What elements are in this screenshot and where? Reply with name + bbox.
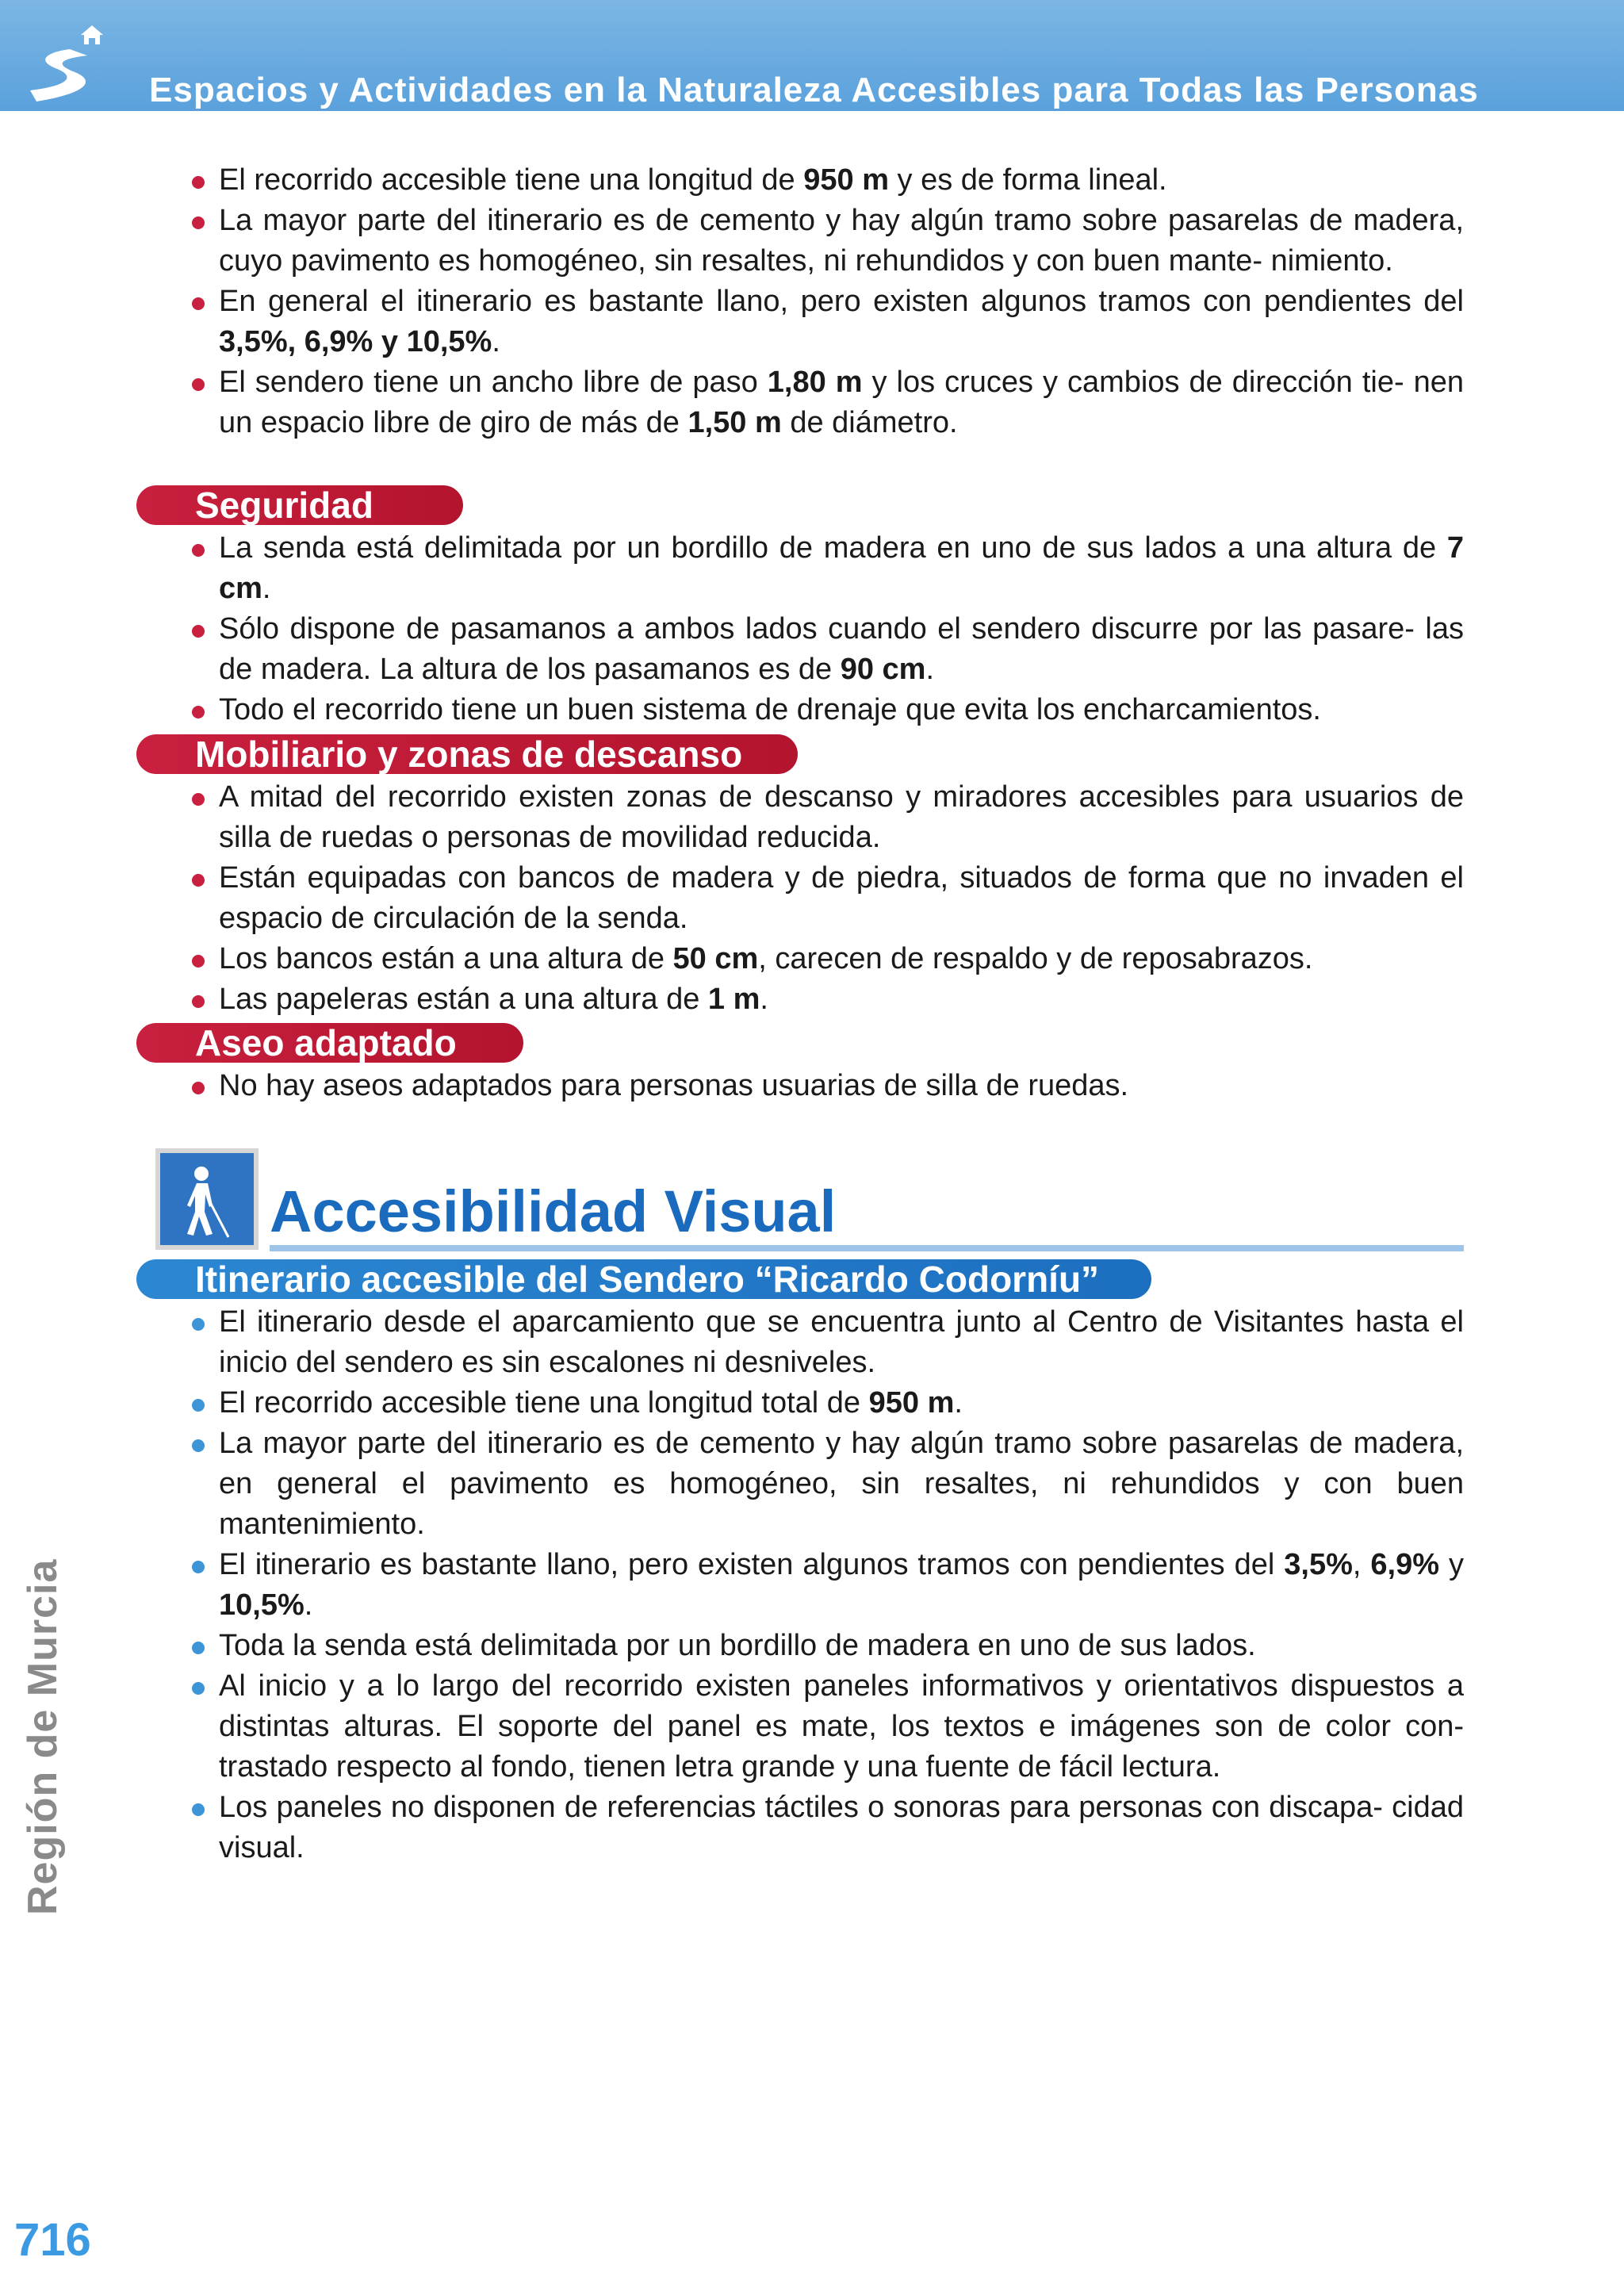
- list-item: A mitad del recorrido existen zonas de descanso y miradores accesibles para usuarios de silla de ruedas o personas de movilidad reducida.: [219, 777, 1464, 858]
- bullet-icon: [192, 1803, 205, 1816]
- list-item: Los paneles no disponen de referencias táctiles o sonoras para personas con discapa- cidad visual.: [219, 1787, 1464, 1868]
- bullet-icon: [192, 995, 205, 1008]
- bold-value: 50 cm: [672, 942, 759, 975]
- list-item: Los bancos están a una altura de 50 cm, carecen de respaldo y de reposabrazos.: [219, 939, 1464, 979]
- list-item: Están equipadas con bancos de madera y de piedra, situados de forma que no invaden el espacio de circulación de la senda.: [219, 858, 1464, 939]
- list-item: El sendero tiene un ancho libre de paso 1,80 m y los cruces y cambios de dirección tie- nen un espacio libre de giro de más de 1,50 m de diámetro.: [219, 362, 1464, 443]
- region-side-label: Región de Murcia: [20, 1558, 66, 1915]
- list-item: Toda la senda está delimitada por un bordillo de madera en uno de sus lados.: [219, 1626, 1464, 1666]
- bullet-icon: [192, 1082, 205, 1094]
- bold-value: 950 m: [803, 163, 889, 197]
- blind-person-cane-icon: [155, 1148, 259, 1250]
- bullet-icon: [192, 176, 205, 189]
- mobiliario-list: [0, 777, 1624, 1020]
- bold-value: 10,5%: [219, 1588, 304, 1622]
- bullet-icon: [192, 1399, 205, 1412]
- section-header-mobiliario: Mobiliario y zonas de descanso: [136, 734, 798, 774]
- aseo-list: [0, 1066, 1624, 1106]
- list-item: El recorrido accesible tiene una longitud de 950 m y es de forma lineal.: [219, 160, 1464, 201]
- visual-list: [0, 1302, 1624, 1868]
- intro-list: [0, 160, 1624, 443]
- bullet-icon: [192, 874, 205, 887]
- list-item: No hay aseos adaptados para personas usuarias de silla de ruedas.: [219, 1066, 1464, 1106]
- list-item: Las papeleras están a una altura de 1 m.: [219, 979, 1464, 1020]
- bullet-icon: [192, 216, 205, 229]
- bold-value: 90 cm: [840, 653, 926, 686]
- section-header-itinerario-visual: Itinerario accesible del Sendero “Ricardo Codorníu”: [136, 1259, 1151, 1299]
- bullet-icon: [192, 625, 205, 638]
- bold-value: 7 cm: [219, 531, 1464, 605]
- page-number: 716: [14, 2214, 91, 2266]
- list-item: Todo el recorrido tiene un buen sistema de drenaje que evita los encharcamientos.: [219, 690, 1464, 730]
- bullet-icon: [192, 1561, 205, 1573]
- bullet-icon: [192, 1318, 205, 1331]
- bold-value: 1,80 m: [767, 366, 863, 399]
- list-item: La mayor parte del itinerario es de cemento y hay algún tramo sobre pasarelas de madera, en general el pavimento es homogéneo, sin resaltes, ni rehundidos y con buen mantenimiento.: [219, 1423, 1464, 1545]
- bold-value: 950 m: [868, 1386, 955, 1420]
- list-item: La senda está delimitada por un bordillo de madera en uno de sus lados a una altura de 7 cm.: [219, 528, 1464, 609]
- bullet-icon: [192, 378, 205, 391]
- bold-value: 1 m: [707, 983, 760, 1016]
- bullet-icon: [192, 706, 205, 718]
- list-item: Sólo dispone de pasamanos a ambos lados cuando el sendero discurre por las pasare- las de madera. La altura de los pasamanos es de 90 cm.: [219, 609, 1464, 690]
- bullet-icon: [192, 955, 205, 967]
- bullet-icon: [192, 297, 205, 310]
- section-header-seguridad: Seguridad: [136, 485, 463, 525]
- visual-title-rule: [270, 1245, 1464, 1251]
- list-item: El recorrido accesible tiene una longitud total de 950 m.: [219, 1383, 1464, 1423]
- seguridad-list: [0, 528, 1624, 730]
- visual-section-title: Accesibilidad Visual: [270, 1178, 837, 1244]
- bold-value: 1,50 m: [688, 406, 782, 439]
- bold-value: 6,9%: [1370, 1548, 1440, 1581]
- bold-value: 3,5%: [1284, 1548, 1353, 1581]
- bullet-icon: [192, 793, 205, 806]
- section-header-aseo: Aseo adaptado: [136, 1023, 523, 1063]
- header-title: Espacios y Actividades en la Naturaleza Accesibles para Todas las Personas: [149, 71, 1479, 109]
- bullet-icon: [192, 1642, 205, 1654]
- bold-value: 3,5%, 6,9% y 10,5%: [219, 325, 492, 358]
- list-item: El itinerario es bastante llano, pero existen algunos tramos con pendientes del 3,5%, 6,9% y 10,5%.: [219, 1545, 1464, 1626]
- list-item: Al inicio y a lo largo del recorrido existen paneles informativos y orientativos dispuestos a distintas alturas. El soporte del panel es mate, los textos e imágenes son de color con- trastado respecto al fondo, tienen letra grande y una fuente de fácil lectura.: [219, 1666, 1464, 1787]
- bullet-icon: [192, 1439, 205, 1452]
- list-item: El itinerario desde el aparcamiento que se encuentra junto al Centro de Visitantes hasta el inicio del sendero es sin escalones ni desniveles.: [219, 1302, 1464, 1383]
- list-item: En general el itinerario es bastante llano, pero existen algunos tramos con pendientes del 3,5%, 6,9% y 10,5%.: [219, 282, 1464, 362]
- bullet-icon: [192, 544, 205, 557]
- bullet-icon: [192, 1682, 205, 1695]
- list-item: La mayor parte del itinerario es de cemento y hay algún tramo sobre pasarelas de madera, cuyo pavimento es homogéneo, sin resaltes, ni rehundidos y con buen mante- nimiento.: [219, 201, 1464, 282]
